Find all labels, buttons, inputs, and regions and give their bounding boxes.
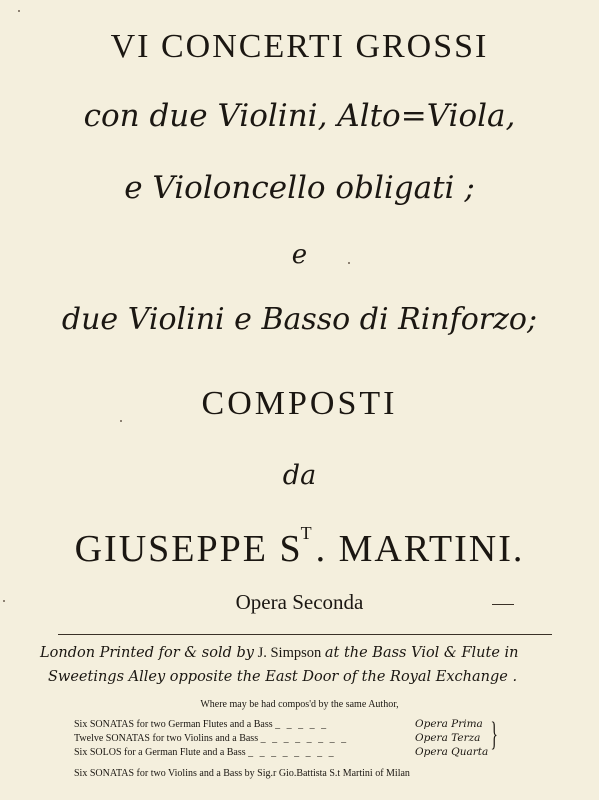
work-list-item xyxy=(74,747,336,758)
composti-heading: COMPOSTI xyxy=(201,385,398,422)
composer-name-part1: GIUSEPPE S xyxy=(74,528,303,570)
work-title: Twelve SONATAS for two Violins and a Bass xyxy=(74,733,259,744)
work-title: Six SOLOS for a German Flute and a Bass xyxy=(74,747,246,758)
opus-brace: } xyxy=(490,716,498,753)
work-opus: Opera Quarta xyxy=(415,746,489,758)
paper-speck xyxy=(18,10,20,12)
opus-number: Opera Seconda xyxy=(235,590,364,614)
composer-name xyxy=(0,523,599,571)
leader-dashes: _ _ _ _ _ _ _ _ xyxy=(260,733,349,744)
work-opus: Opera Prima xyxy=(415,718,483,730)
subtitle-line-3: due Violini e Basso di Rinforzo; xyxy=(61,302,538,337)
main-title: VI CONCERTI GROSSI xyxy=(110,28,489,65)
imprint-line-2: Sweetings Alley opposite the East Door of the Royal Exchange . xyxy=(48,669,518,685)
composer-name-part2: . MARTINI. xyxy=(315,528,525,570)
work-title: Six SONATAS for two German Flutes and a Bass xyxy=(74,719,273,730)
opus-flourish-rule xyxy=(492,604,514,605)
imprint-address: at the Bass Viol & Flute in xyxy=(324,645,519,661)
work-opus: Opera Terza xyxy=(415,732,481,744)
work-list-item xyxy=(74,719,328,730)
divider-rule xyxy=(58,634,552,635)
imprint-publisher: J. Simpson xyxy=(257,645,322,661)
subtitle-conjunction: e xyxy=(291,240,308,270)
leader-dashes: _ _ _ _ _ _ _ _ xyxy=(248,747,336,758)
composer-superscript: T xyxy=(300,523,314,543)
work-title: Six SONATAS for two Violins and a Bass by Sig.r Gio.Battista S.t Martini of Milan xyxy=(74,768,410,779)
subtitle-line-1: con due Violini, Alto=Viola, xyxy=(83,98,516,134)
imprint-line-1 xyxy=(40,646,560,661)
da-label: da xyxy=(282,460,317,491)
work-list-item xyxy=(74,733,348,744)
work-list-item xyxy=(74,768,410,779)
leader-dashes: _ _ _ _ _ xyxy=(275,719,329,730)
imprint-printed-for: London Printed for & sold by xyxy=(40,645,254,661)
also-available-heading: Where may be had compos'd by the same Author, xyxy=(200,699,399,710)
subtitle-line-2: e Violoncello obligati ; xyxy=(124,170,475,206)
